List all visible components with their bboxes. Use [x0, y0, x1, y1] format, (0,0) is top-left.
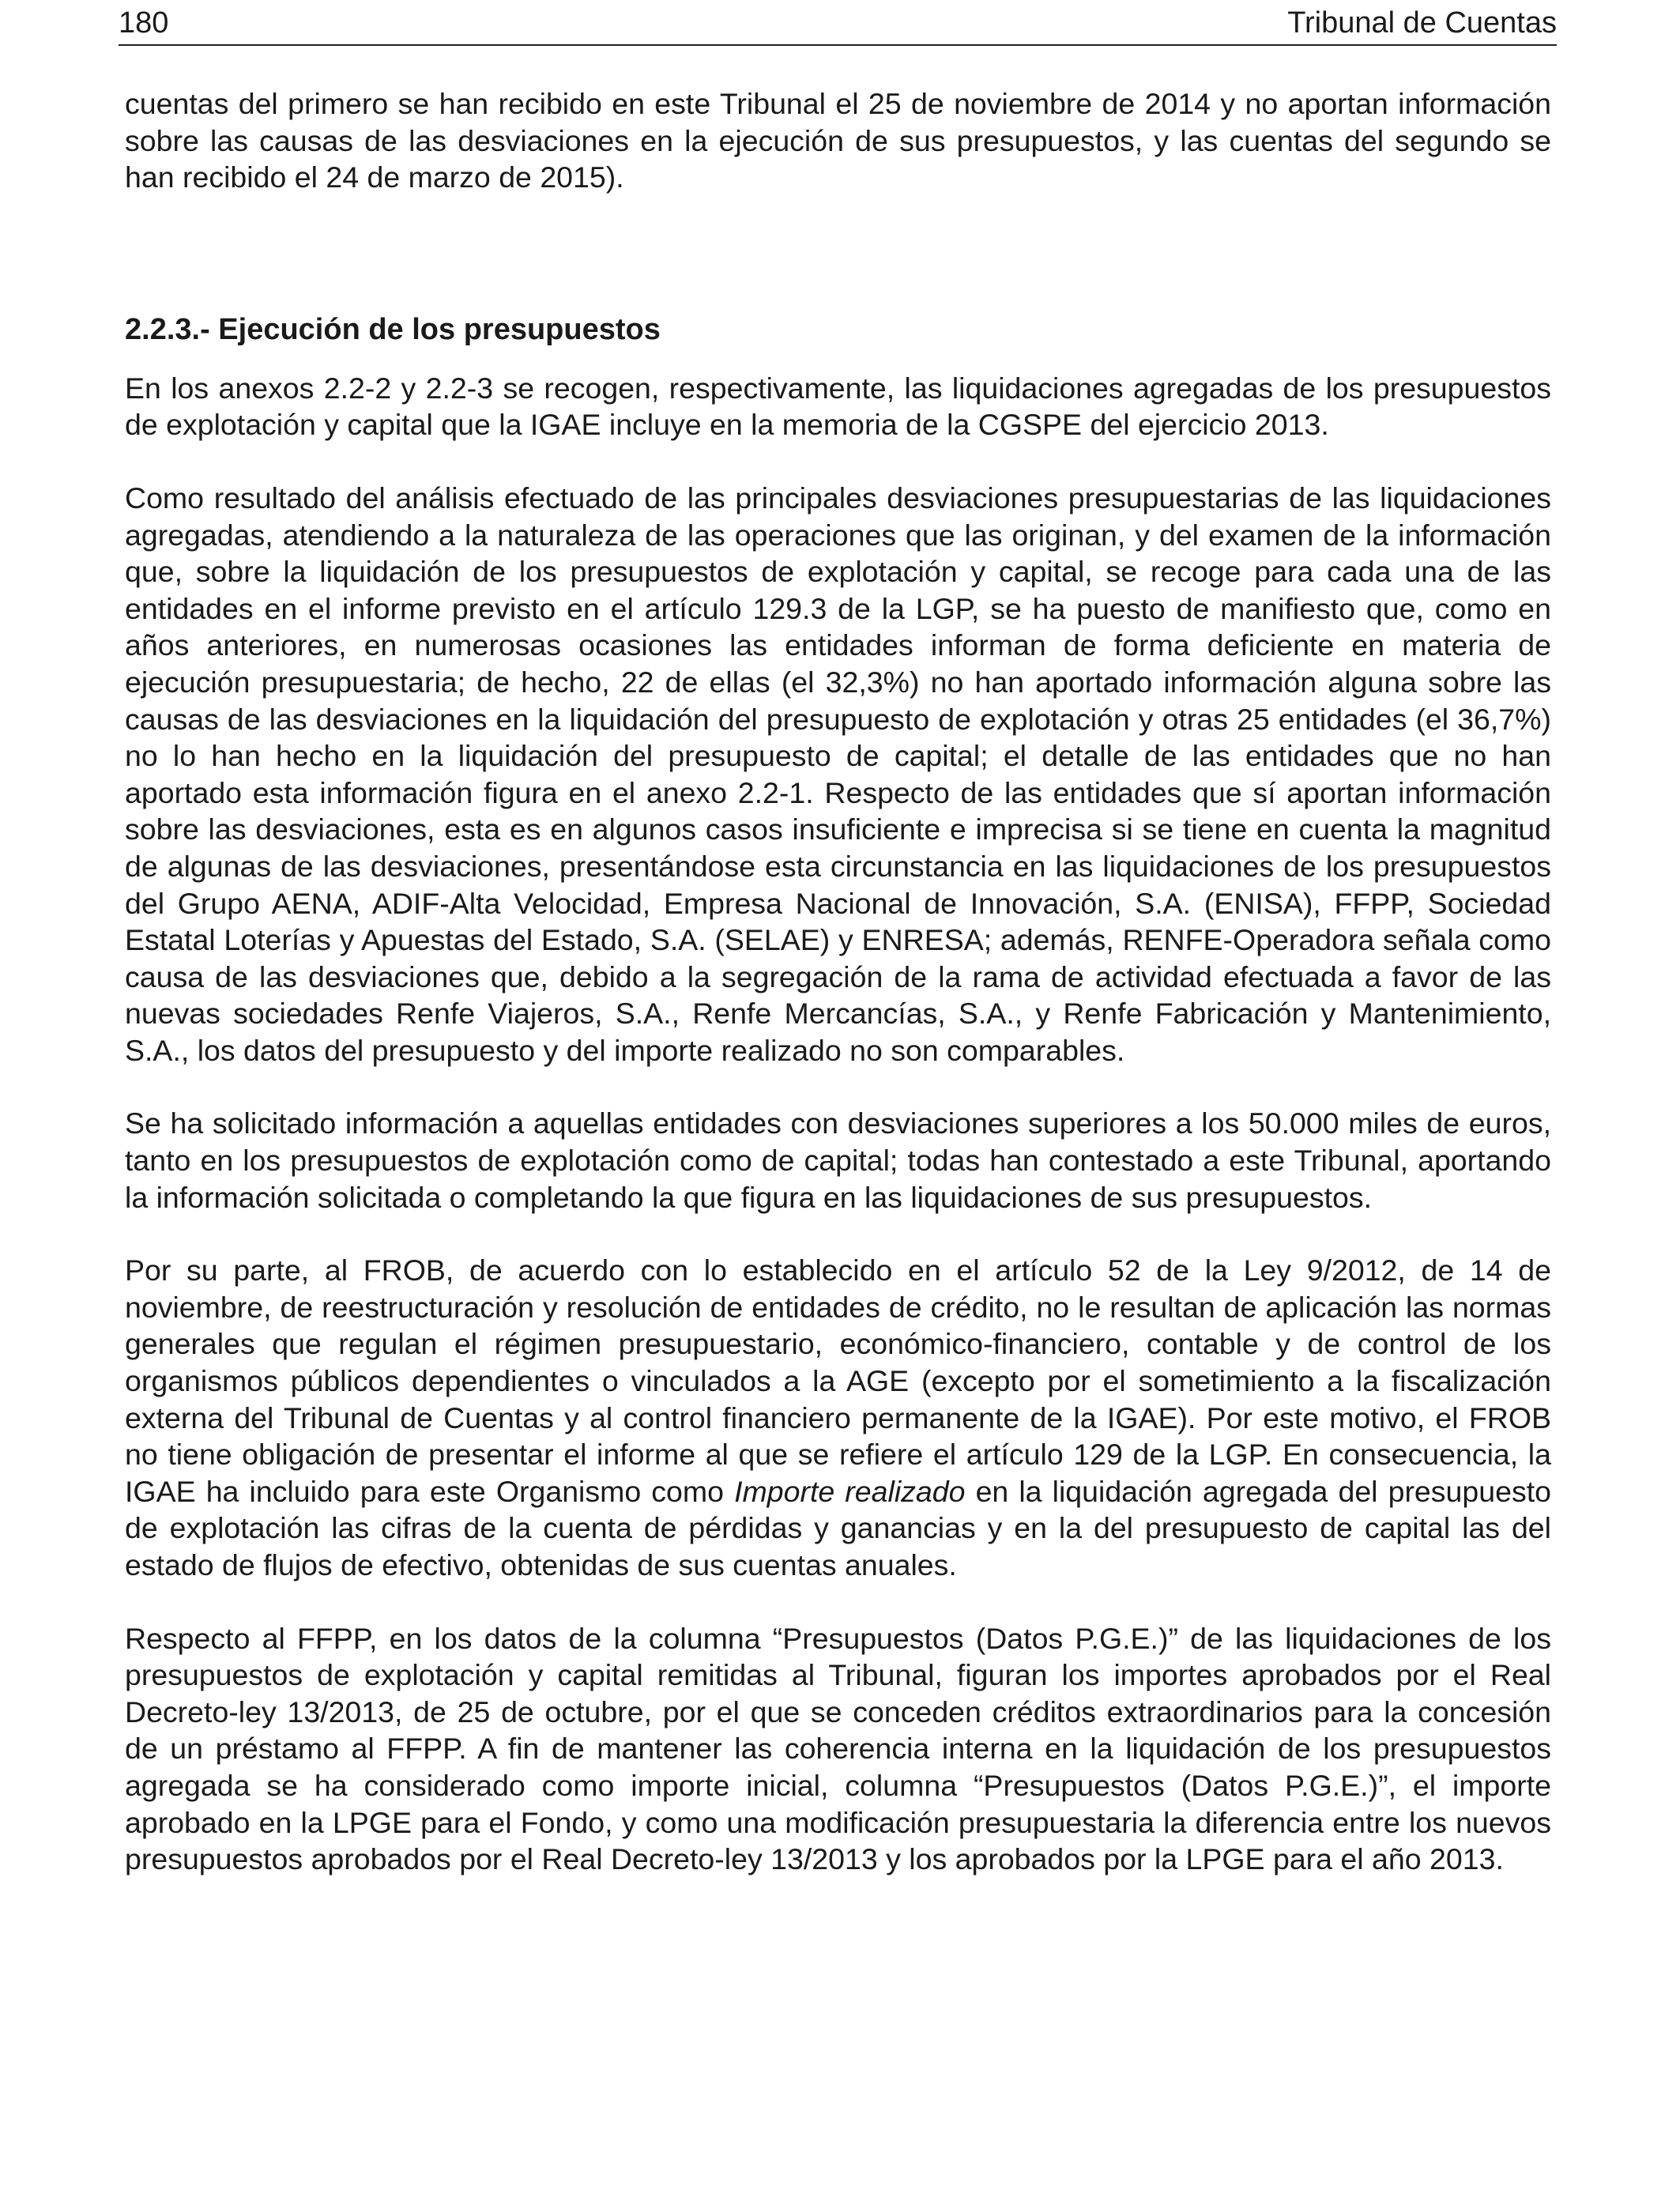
paragraph-frob	[125, 1252, 1551, 1583]
page-header	[119, 5, 1557, 46]
page-number: 180	[119, 6, 169, 40]
paragraph-requests: Se ha solicitado información a aquellas entidades con desviaciones superiores a los 50.000 miles de euros, tanto en los presupuestos de explotación como de capital; todas han contestado a este Tribunal, aportando la información solicitada o completando la que figura en las liquidaciones de sus presupuestos.	[125, 1106, 1551, 1214]
paragraph-annexes: En los anexos 2.2-2 y 2.2-3 se recogen, respectivamente, las liquidaciones agregadas de los presupuestos de explotación y capital que la IGAE incluye en la memoria de la CGSPE del ejercicio 2013.	[125, 371, 1551, 442]
paragraph-intro: cuentas del primero se han recibido en este Tribunal el 25 de noviembre de 2014 y no aportan información sobre las causas de las desviaciones en la ejecución de sus presupuestos, y las cuentas del segundo se han recibido el 24 de marzo de 2015).	[125, 87, 1551, 194]
paragraph-ffpp: Respecto al FFPP, en los datos de la columna “Presupuestos (Datos P.G.E.)” de las liquidaciones de los presupuestos de explotación y capital remitidas al Tribunal, figuran los importes aprobados por el Real Decreto-ley 13/2013, de 25 de octubre, por el que se conceden créditos extraordinarios para la concesión de un préstamo al FFPP. A fin de mantener las coherencia interna en la liquidación de los presupuestos agregada se ha considerado como importe inicial, columna “Presupuestos (Datos P.G.E.)”, el importe aprobado en la LPGE para el Fondo, y como una modificación presupuestaria la diferencia entre los nuevos presupuestos aprobados por el Real Decreto-ley 13/2013 y los aprobados por la LPGE para el año 2013.	[125, 1621, 1551, 1876]
paragraph-analysis: Como resultado del análisis efectuado de las principales desviaciones presupuestarias de las liquidaciones agregadas, atendiendo a la naturaleza de las operaciones que las originan, y del examen de la información que, sobre la liquidación de los presupuestos de explotación y capital, se recoge para cada una de las entidades en el informe previsto en el artículo 129.3 de la LGP, se ha puesto de manifiesto que, como en años anteriores, en numerosas ocasiones las entidades informan de forma deficiente en materia de ejecución presupuestaria; de hecho, 22 de ellas (el 32,3%) no han aportado información alguna sobre las causas de las desviaciones en la liquidación del presupuesto de explotación y otras 25 entidades (el 36,7%) no lo han hecho en la liquidación del presupuesto de capital; el detalle de las entidades que no han aportado esta información figura en el anexo 2.2-1. Respecto de las entidades que sí aportan información sobre las desviaciones, esta es en algunos casos insuficiente e imprecisa si se tiene en cuenta la magnitud de algunas de las desviaciones, presentándose esta circunstancia en las liquidaciones de los presupuestos del Grupo AENA, ADIF-Alta Velocidad, Empresa Nacional de Innovación, S.A. (ENISA), FFPP, Sociedad Estatal Loterías y Apuestas del Estado, S.A. (SELAE) y ENRESA; además, RENFE-Operadora señala como causa de las desviaciones que, debido a la segregación de la rama de actividad efectuada a favor de las nuevas sociedades Renfe Viajeros, S.A., Renfe Mercancías, S.A., y Renfe Fabricación y Mantenimiento, S.A., los datos del presupuesto y del importe realizado no son comparables.	[125, 481, 1551, 1067]
header-title: Tribunal de Cuentas	[1287, 6, 1557, 40]
paragraph-frob-part2: en la liquidación agregada del presupuesto de explotación las cifras de la cuenta de pérdidas y ganancias y en la del presupuesto de capital las del estado de flujos de efectivo, obtenidas de sus cuentas anuales.	[125, 1474, 1551, 1581]
section-heading: 2.2.3.- Ejecución de los presupuestos	[125, 312, 661, 346]
document-body	[125, 85, 1551, 1878]
paragraph-frob-emphasis: Importe realizado	[734, 1474, 966, 1508]
paragraph-frob-part1: Por su parte, al FROB, de acuerdo con lo establecido en el artículo 52 de la Ley 9/2012, de 14 de noviembre, de reestructuración y resolución de entidades de crédito, no le resultan de aplicación las normas generales que regulan el régimen presupuestario, económico-financiero, contable y de control de los organismos públicos dependientes o vinculados a la AGE (excepto por el sometimiento a la fiscalización externa del Tribunal de Cuentas y al control financiero permanente de la IGAE). Por este motivo, el FROB no tiene obligación de presentar el informe al que se refiere el artículo 129 de la LGP. En consecuencia, la IGAE ha incluido para este Organismo como	[125, 1253, 1551, 1508]
